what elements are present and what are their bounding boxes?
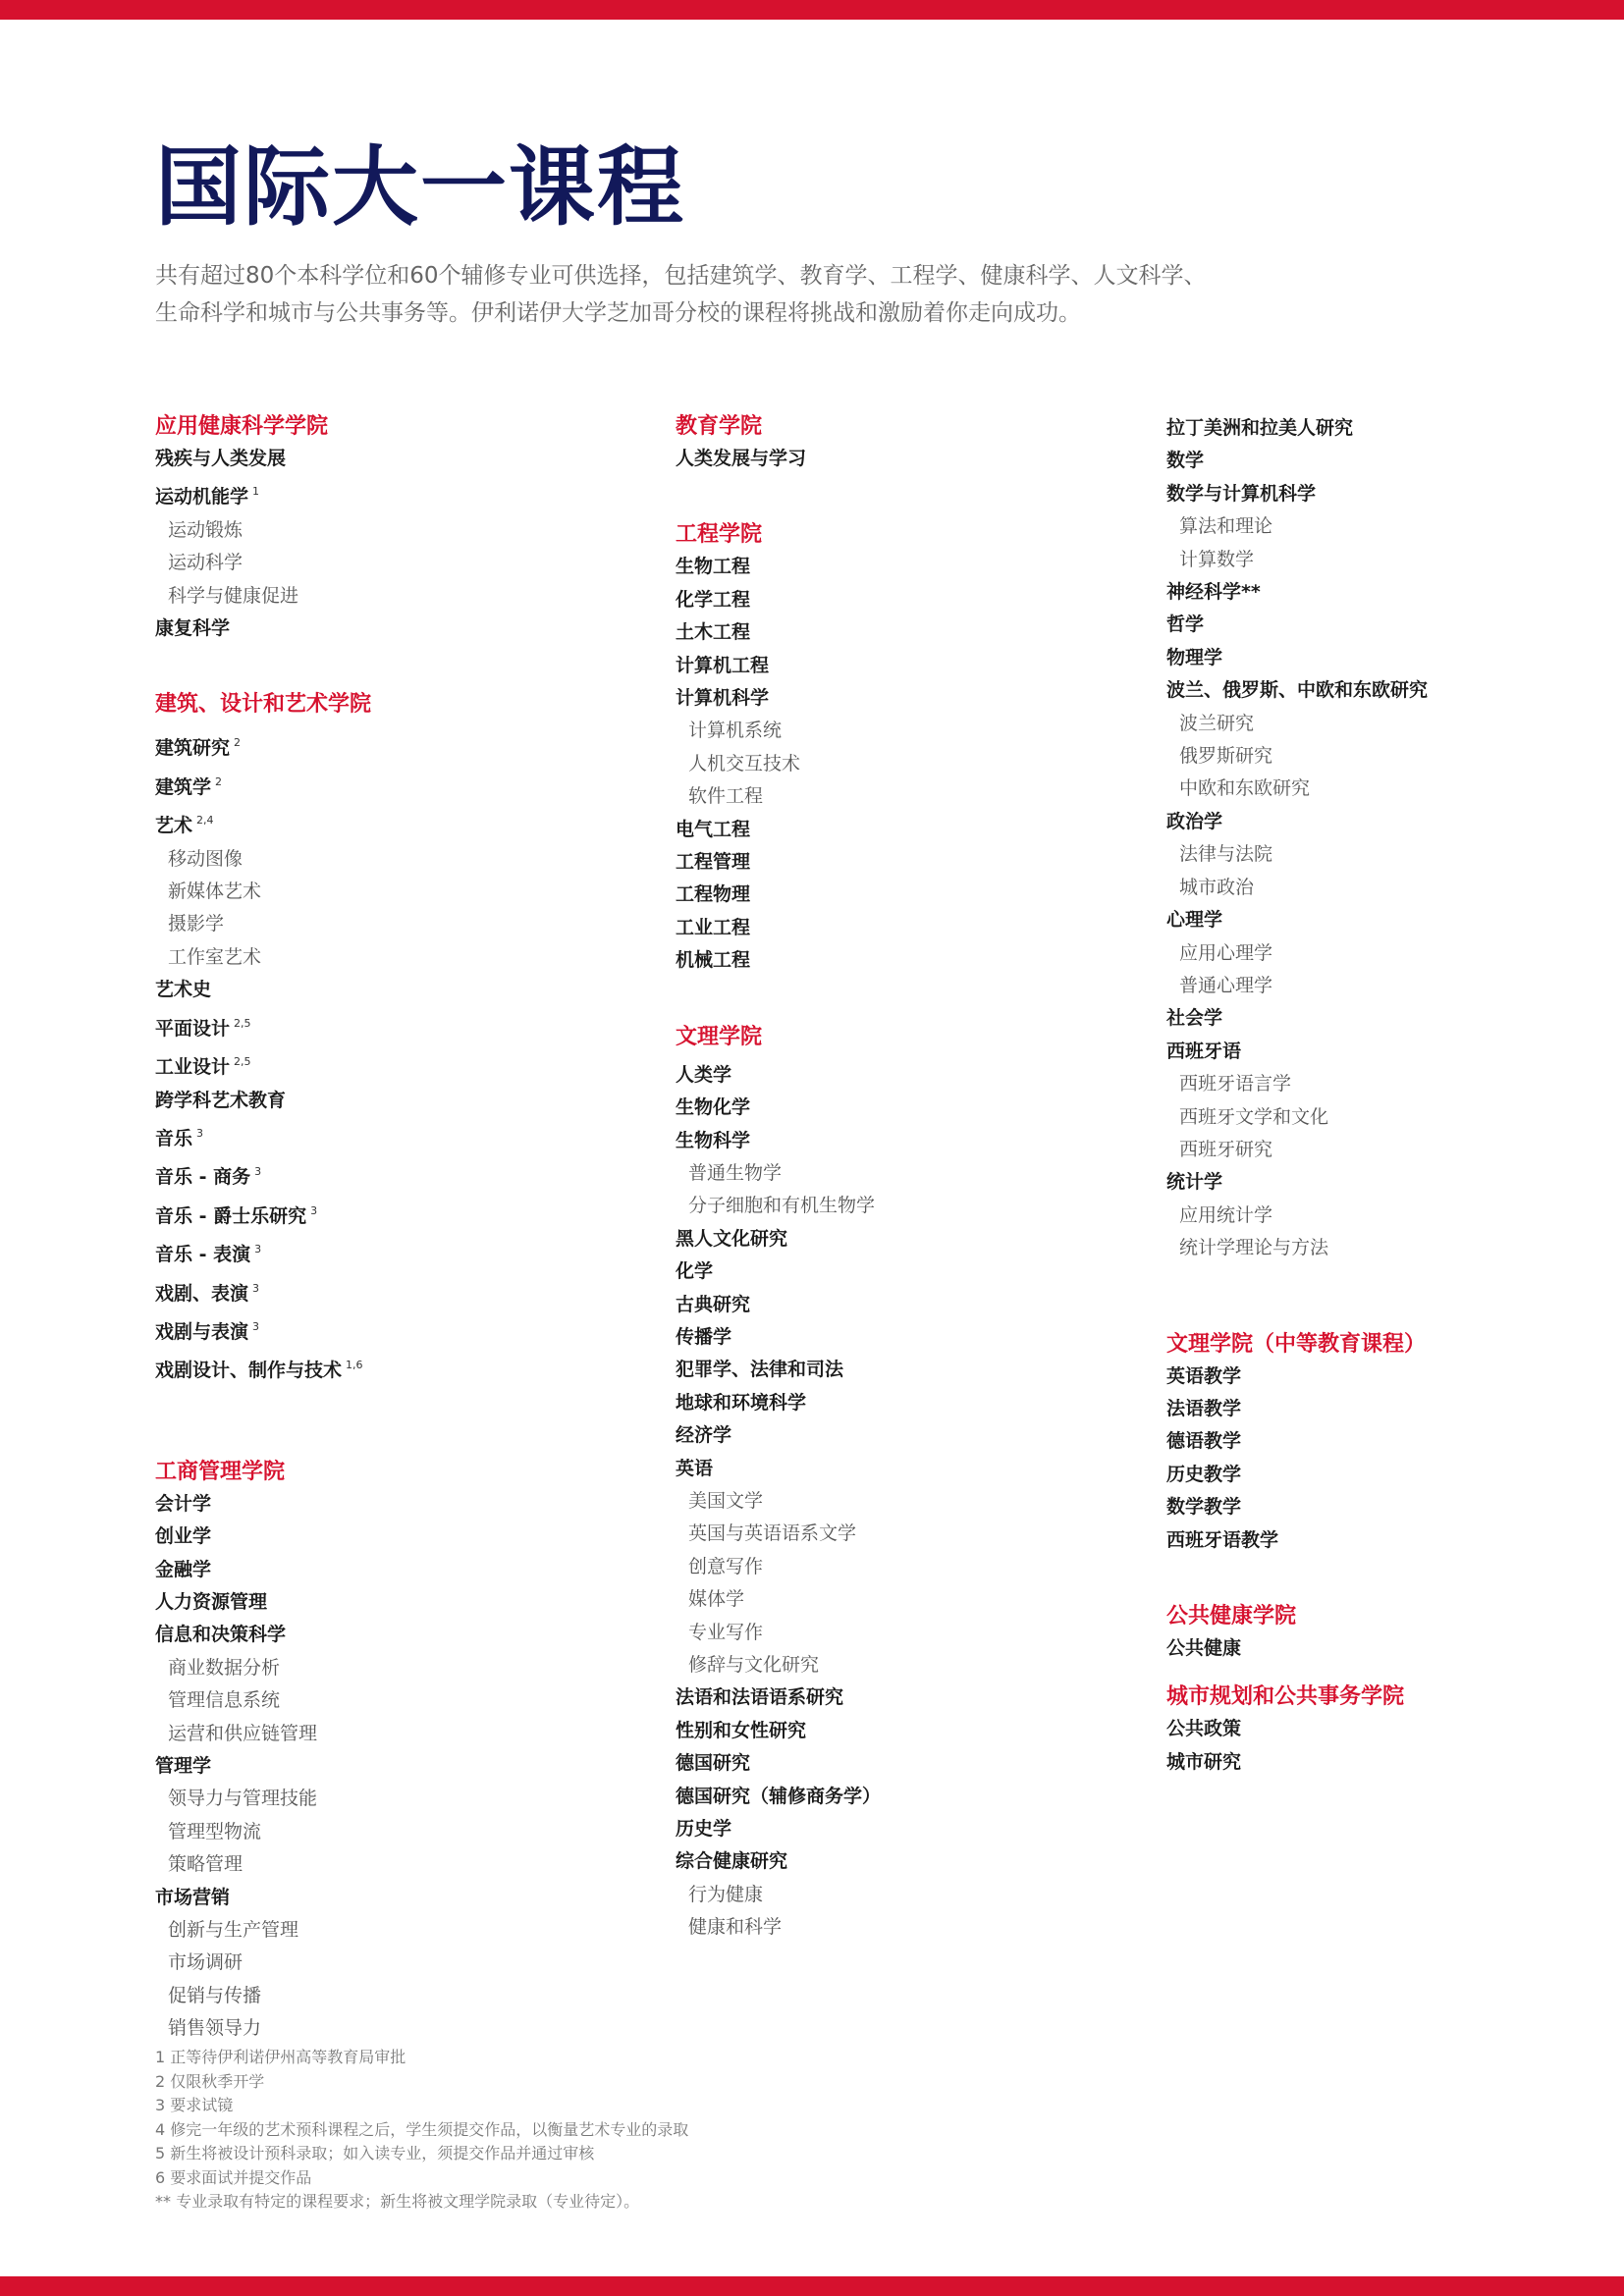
school-title: 文理学院（中等教育课程） bbox=[1166, 1331, 1427, 1357]
program-label: 摄影学 bbox=[168, 913, 225, 935]
program-label: 数学 bbox=[1166, 450, 1205, 472]
program-label: 管理信息系统 bbox=[168, 1689, 281, 1712]
program-label: 戏剧设计、制作与技术 bbox=[155, 1360, 343, 1382]
school-section bbox=[676, 410, 1166, 475]
program-sub-item bbox=[1166, 838, 1624, 871]
footnotes bbox=[155, 2046, 688, 2215]
program-label: 新媒体艺术 bbox=[168, 881, 262, 903]
footnote-marker: 2,5 bbox=[234, 1016, 251, 1030]
program-item bbox=[1166, 576, 1624, 609]
program-label: 创新与生产管理 bbox=[168, 1919, 299, 1942]
program-item bbox=[676, 846, 1166, 879]
intro-line: 生命科学和城市与公共事务等。伊利诺伊大学芝加哥分校的课程将挑战和激励着你走向成功。 bbox=[155, 300, 1081, 326]
program-item bbox=[155, 443, 646, 475]
program-item bbox=[676, 1354, 1166, 1386]
program-label: 公共政策 bbox=[1166, 1718, 1242, 1740]
program-label: 西班牙语教学 bbox=[1166, 1528, 1279, 1551]
program-item bbox=[1166, 1166, 1624, 1199]
program-label: 德国研究 bbox=[676, 1752, 751, 1775]
school-title: 建筑、设计和艺术学院 bbox=[155, 692, 372, 718]
school-section bbox=[1166, 412, 1624, 1265]
program-label: 数学与计算机科学 bbox=[1166, 482, 1317, 505]
program-item bbox=[676, 1845, 1166, 1878]
program-item bbox=[155, 1085, 646, 1117]
program-label: 西班牙语言学 bbox=[1179, 1073, 1292, 1095]
program-label: 戏剧、表演 bbox=[155, 1282, 249, 1305]
program-list bbox=[676, 1059, 1166, 1945]
program-label: 建筑学 bbox=[155, 775, 212, 798]
program-sub-item bbox=[155, 547, 646, 579]
program-sub-item bbox=[676, 1485, 1166, 1518]
program-sub-item bbox=[676, 748, 1166, 780]
program-label: 数学教学 bbox=[1166, 1496, 1242, 1519]
program-label: 市场调研 bbox=[168, 1951, 244, 1974]
program-sub-item bbox=[676, 1190, 1166, 1222]
program-sub-item bbox=[676, 1518, 1166, 1550]
school-title: 文理学院 bbox=[676, 1024, 763, 1049]
program-label: 人类发展与学习 bbox=[676, 448, 807, 469]
program-list bbox=[1166, 1713, 1624, 1779]
program-label: 性别和女性研究 bbox=[676, 1719, 807, 1741]
program-item bbox=[155, 475, 646, 513]
program-label: 分子细胞和有机生物学 bbox=[688, 1195, 876, 1217]
program-label: 应用心理学 bbox=[1179, 941, 1273, 964]
program-item bbox=[155, 1272, 646, 1310]
program-label: 化学 bbox=[676, 1260, 714, 1283]
program-sub-item bbox=[676, 1157, 1166, 1190]
program-label: 计算机系统 bbox=[688, 720, 783, 742]
program-label: 运营和供应链管理 bbox=[168, 1722, 318, 1744]
program-sub-item bbox=[676, 1649, 1166, 1682]
program-item bbox=[676, 1092, 1166, 1124]
footnote-marker: 1 bbox=[252, 485, 260, 499]
school-title: 工程学院 bbox=[676, 522, 763, 548]
school-section bbox=[155, 410, 646, 645]
program-item bbox=[155, 1349, 646, 1387]
school-section bbox=[155, 688, 646, 1387]
program-sub-item bbox=[155, 876, 646, 908]
program-label: 健康和科学 bbox=[688, 1916, 783, 1939]
school-section bbox=[1166, 1600, 1624, 1665]
program-label: 历史教学 bbox=[1166, 1463, 1242, 1485]
program-item bbox=[155, 1586, 646, 1619]
program-sub-item bbox=[155, 1914, 646, 1947]
program-label: 统计学 bbox=[1166, 1171, 1223, 1194]
program-label: 应用统计学 bbox=[1179, 1203, 1273, 1226]
program-sub-item bbox=[676, 780, 1166, 813]
program-item bbox=[676, 912, 1166, 944]
program-label: 科学与健康促进 bbox=[168, 584, 299, 607]
footnote: 6 要求面试并提交作品 bbox=[155, 2167, 312, 2187]
program-label: 创业学 bbox=[155, 1525, 212, 1548]
program-label: 人力资源管理 bbox=[155, 1590, 268, 1613]
program-label: 历史学 bbox=[676, 1818, 732, 1841]
program-sub-item bbox=[1166, 510, 1624, 543]
program-label: 促销与传播 bbox=[168, 1984, 262, 2006]
program-label: 城市政治 bbox=[1179, 876, 1255, 898]
program-label: 生物化学 bbox=[676, 1096, 751, 1119]
program-sub-item bbox=[155, 1783, 646, 1815]
footnote-marker: 2,5 bbox=[234, 1055, 251, 1069]
program-label: 神经科学** bbox=[1166, 581, 1261, 604]
program-item bbox=[676, 1387, 1166, 1419]
program-label: 专业写作 bbox=[688, 1621, 764, 1643]
program-label: 音乐 - 表演 bbox=[155, 1244, 251, 1266]
program-item bbox=[676, 1453, 1166, 1485]
program-label: 音乐 - 商务 bbox=[155, 1166, 251, 1189]
program-label: 康复科学 bbox=[155, 617, 231, 640]
program-item bbox=[1166, 1393, 1624, 1425]
program-label: 信息和决策科学 bbox=[155, 1624, 287, 1646]
program-item bbox=[1166, 904, 1624, 936]
program-item bbox=[676, 1059, 1166, 1092]
program-sub-item bbox=[155, 580, 646, 613]
footnote: 2 仅限秋季开学 bbox=[155, 2071, 265, 2091]
program-label: 算法和理论 bbox=[1179, 515, 1273, 538]
school-title: 教育学院 bbox=[676, 414, 763, 439]
program-label: 化学工程 bbox=[676, 588, 751, 611]
program-item bbox=[676, 551, 1166, 583]
program-sub-item bbox=[155, 1816, 646, 1848]
program-label: 古典研究 bbox=[676, 1293, 751, 1315]
program-item bbox=[1166, 674, 1624, 707]
program-sub-item bbox=[1166, 708, 1624, 740]
program-sub-item bbox=[155, 1718, 646, 1750]
program-item bbox=[1166, 609, 1624, 641]
program-label: 会计学 bbox=[155, 1492, 212, 1515]
program-label: 普通心理学 bbox=[1179, 974, 1273, 996]
program-sub-item bbox=[676, 1879, 1166, 1911]
program-label: 哲学 bbox=[1166, 614, 1205, 636]
program-item bbox=[1166, 1002, 1624, 1035]
program-item bbox=[155, 1233, 646, 1271]
program-sub-item bbox=[155, 2012, 646, 2045]
program-label: 统计学理论与方法 bbox=[1179, 1237, 1329, 1259]
program-item bbox=[1166, 1425, 1624, 1458]
program-label: 德语教学 bbox=[1166, 1430, 1242, 1453]
program-sub-item bbox=[1166, 1232, 1624, 1264]
program-label: 人类学 bbox=[676, 1063, 732, 1086]
program-item bbox=[676, 1125, 1166, 1157]
program-label: 城市研究 bbox=[1166, 1750, 1242, 1773]
program-sub-item bbox=[155, 941, 646, 974]
school-section bbox=[676, 1021, 1166, 1945]
program-label: 移动图像 bbox=[168, 847, 244, 870]
footnote-marker: 3 bbox=[254, 1165, 262, 1179]
program-sub-item bbox=[155, 908, 646, 940]
program-sub-item bbox=[155, 1980, 646, 2012]
program-item bbox=[1166, 1713, 1624, 1745]
program-item bbox=[1166, 806, 1624, 838]
program-label: 传播学 bbox=[676, 1325, 732, 1348]
program-label: 管理型物流 bbox=[168, 1820, 262, 1842]
program-item bbox=[155, 1521, 646, 1553]
program-label: 西班牙研究 bbox=[1179, 1138, 1273, 1160]
program-label: 公共健康 bbox=[1166, 1637, 1242, 1659]
school-title: 应用健康科学学院 bbox=[155, 414, 329, 439]
program-label: 黑人文化研究 bbox=[676, 1227, 788, 1250]
program-label: 法语和法语语系研究 bbox=[676, 1686, 844, 1709]
program-item bbox=[676, 1255, 1166, 1288]
program-label: 艺术史 bbox=[155, 979, 212, 1001]
program-item bbox=[676, 814, 1166, 846]
program-label: 普通生物学 bbox=[688, 1161, 783, 1184]
program-sub-item bbox=[1166, 740, 1624, 773]
program-list bbox=[676, 551, 1166, 977]
program-sub-item bbox=[155, 1848, 646, 1881]
program-sub-item bbox=[1166, 544, 1624, 576]
program-label: 英国与英语语系文学 bbox=[688, 1522, 857, 1545]
program-item bbox=[155, 766, 646, 804]
program-item bbox=[676, 1781, 1166, 1813]
program-list bbox=[1166, 412, 1624, 1265]
program-sub-item bbox=[1166, 773, 1624, 805]
program-label: 西班牙语 bbox=[1166, 1040, 1242, 1062]
footnote: ** 专业录取有特定的课程要求；新生将被文理学院录取（专业待定）。 bbox=[155, 2192, 640, 2211]
program-item bbox=[155, 1488, 646, 1521]
program-item bbox=[676, 1223, 1166, 1255]
program-label: 德国研究（辅修商务学） bbox=[676, 1785, 882, 1807]
program-label: 物理学 bbox=[1166, 646, 1223, 668]
program-label: 工程管理 bbox=[676, 851, 751, 874]
program-label: 运动科学 bbox=[168, 552, 244, 574]
program-column-3 bbox=[1166, 412, 1624, 1779]
program-item bbox=[155, 1554, 646, 1586]
program-item bbox=[676, 1289, 1166, 1321]
program-label: 法律与法院 bbox=[1179, 843, 1273, 866]
program-list bbox=[155, 443, 646, 645]
program-label: 戏剧与表演 bbox=[155, 1320, 249, 1343]
footnote-marker: 2,4 bbox=[196, 814, 214, 828]
program-item bbox=[155, 1195, 646, 1233]
footnote: 1 正等待伊利诺伊州高等教育局审批 bbox=[155, 2048, 406, 2066]
program-sub-item bbox=[676, 715, 1166, 747]
program-label: 计算机工程 bbox=[676, 654, 770, 676]
program-label: 俄罗斯研究 bbox=[1179, 745, 1273, 768]
bottom-accent-bar bbox=[0, 2276, 1624, 2296]
school-section bbox=[155, 1456, 646, 2046]
program-label: 残疾与人类发展 bbox=[155, 448, 287, 469]
program-item bbox=[676, 879, 1166, 911]
program-item bbox=[155, 726, 646, 765]
school-section bbox=[1166, 1681, 1624, 1779]
program-label: 工业设计 bbox=[155, 1056, 231, 1079]
program-item bbox=[1166, 1459, 1624, 1491]
footnote-marker: 3 bbox=[252, 1319, 260, 1333]
intro-paragraph bbox=[155, 257, 1432, 332]
program-label: 金融学 bbox=[155, 1558, 212, 1580]
program-sub-item bbox=[155, 514, 646, 547]
program-item bbox=[1166, 478, 1624, 510]
program-label: 拉丁美洲和拉美人研究 bbox=[1166, 417, 1354, 439]
program-item bbox=[155, 1007, 646, 1045]
program-sub-item bbox=[155, 1947, 646, 1979]
program-label: 波兰、俄罗斯、中欧和东欧研究 bbox=[1166, 679, 1429, 702]
program-label: 生物科学 bbox=[676, 1129, 751, 1151]
program-label: 媒体学 bbox=[688, 1588, 745, 1611]
program-item bbox=[155, 613, 646, 645]
program-item bbox=[676, 1321, 1166, 1354]
page-title: 国际大一课程 bbox=[155, 136, 686, 238]
footnote-marker: 2 bbox=[234, 736, 242, 750]
program-item bbox=[155, 1882, 646, 1914]
intro-line: 共有超过80个本科学位和60个辅修专业可供选择，包括建筑学、教育学、工程学、健康科学、人文科学、 bbox=[155, 263, 1207, 289]
program-item bbox=[676, 1419, 1166, 1452]
program-sub-item bbox=[155, 1684, 646, 1717]
program-item bbox=[155, 1750, 646, 1783]
program-label: 软件工程 bbox=[688, 785, 764, 808]
program-sub-item bbox=[155, 1652, 646, 1684]
program-label: 销售领导力 bbox=[168, 2017, 262, 2040]
program-label: 音乐 - 爵士乐研究 bbox=[155, 1204, 307, 1227]
footnote-marker: 3 bbox=[252, 1281, 260, 1295]
program-label: 波兰研究 bbox=[1179, 712, 1255, 734]
program-label: 音乐 bbox=[155, 1127, 193, 1149]
program-label: 修辞与文化研究 bbox=[688, 1654, 820, 1676]
program-label: 运动锻炼 bbox=[168, 518, 244, 541]
footnote-marker: 2 bbox=[215, 774, 223, 788]
program-sub-item bbox=[1166, 1101, 1624, 1134]
program-label: 机械工程 bbox=[676, 949, 751, 972]
program-item bbox=[676, 682, 1166, 715]
program-item bbox=[1166, 1491, 1624, 1523]
school-title: 城市规划和公共事务学院 bbox=[1166, 1684, 1405, 1710]
footnote: 5 新生将被设计预科录取；如入读专业，须提交作品并通过审核 bbox=[155, 2144, 595, 2163]
program-item bbox=[1166, 1361, 1624, 1393]
program-item bbox=[155, 804, 646, 842]
program-label: 生物工程 bbox=[676, 556, 751, 578]
footnote-marker: 3 bbox=[254, 1243, 262, 1256]
program-label: 社会学 bbox=[1166, 1007, 1223, 1030]
program-item bbox=[676, 616, 1166, 649]
program-label: 策略管理 bbox=[168, 1853, 244, 1876]
program-label: 工业工程 bbox=[676, 916, 751, 938]
program-label: 人机交互技术 bbox=[688, 752, 801, 774]
school-title: 公共健康学院 bbox=[1166, 1604, 1297, 1629]
program-label: 工程物理 bbox=[676, 883, 751, 906]
program-list bbox=[155, 1488, 646, 2046]
program-sub-item bbox=[1166, 1068, 1624, 1100]
program-list bbox=[676, 443, 1166, 475]
program-item bbox=[676, 443, 1166, 475]
program-label: 经济学 bbox=[676, 1424, 732, 1447]
school-section bbox=[1166, 1328, 1624, 1557]
program-item bbox=[1166, 412, 1624, 445]
program-label: 地球和环境科学 bbox=[676, 1391, 807, 1414]
top-accent-bar bbox=[0, 0, 1624, 20]
school-title: 工商管理学院 bbox=[155, 1459, 286, 1484]
program-item bbox=[676, 944, 1166, 977]
program-list bbox=[1166, 1632, 1624, 1665]
program-label: 计算数学 bbox=[1179, 548, 1255, 570]
program-label: 建筑研究 bbox=[155, 737, 231, 760]
program-column-2 bbox=[676, 410, 1166, 1945]
program-sub-item bbox=[1166, 872, 1624, 904]
program-item bbox=[155, 974, 646, 1006]
program-item bbox=[676, 650, 1166, 682]
program-item bbox=[676, 584, 1166, 616]
program-label: 犯罪学、法律和司法 bbox=[676, 1359, 844, 1381]
program-item bbox=[1166, 1632, 1624, 1665]
program-item bbox=[676, 1682, 1166, 1714]
program-list bbox=[1166, 1361, 1624, 1557]
program-item bbox=[155, 1155, 646, 1194]
program-item bbox=[1166, 445, 1624, 477]
program-label: 政治学 bbox=[1166, 810, 1223, 832]
program-column-1 bbox=[155, 410, 646, 2046]
program-label: 计算机科学 bbox=[676, 687, 770, 710]
program-label: 中欧和东欧研究 bbox=[1179, 777, 1311, 800]
program-label: 创意写作 bbox=[688, 1555, 764, 1577]
program-item bbox=[1166, 1524, 1624, 1557]
program-label: 工作室艺术 bbox=[168, 945, 262, 968]
program-item bbox=[676, 1813, 1166, 1845]
program-label: 英语 bbox=[676, 1457, 714, 1479]
program-label: 管理学 bbox=[155, 1755, 212, 1777]
program-label: 法语教学 bbox=[1166, 1397, 1242, 1419]
program-list bbox=[155, 726, 646, 1387]
program-item bbox=[676, 1747, 1166, 1780]
program-item bbox=[155, 1117, 646, 1155]
program-sub-item bbox=[1166, 1200, 1624, 1232]
program-label: 美国文学 bbox=[688, 1489, 764, 1512]
program-label: 商业数据分析 bbox=[168, 1656, 281, 1679]
program-label: 领导力与管理技能 bbox=[168, 1788, 318, 1810]
program-label: 综合健康研究 bbox=[676, 1850, 788, 1873]
program-label: 平面设计 bbox=[155, 1017, 231, 1040]
program-sub-item bbox=[676, 1911, 1166, 1944]
program-item bbox=[676, 1715, 1166, 1747]
program-sub-item bbox=[1166, 970, 1624, 1002]
program-label: 英语教学 bbox=[1166, 1364, 1242, 1387]
program-item bbox=[1166, 1746, 1624, 1779]
program-item bbox=[1166, 642, 1624, 674]
school-section bbox=[676, 518, 1166, 977]
program-label: 行为健康 bbox=[688, 1883, 764, 1905]
program-sub-item bbox=[676, 1583, 1166, 1616]
footnote-marker: 3 bbox=[196, 1126, 204, 1140]
program-sub-item bbox=[676, 1617, 1166, 1649]
program-label: 心理学 bbox=[1166, 909, 1223, 932]
program-label: 西班牙文学和文化 bbox=[1179, 1105, 1329, 1128]
program-label: 土木工程 bbox=[676, 621, 751, 644]
program-item bbox=[155, 1619, 646, 1651]
program-item bbox=[155, 1310, 646, 1349]
footnote-marker: 1,6 bbox=[346, 1359, 363, 1372]
program-sub-item bbox=[1166, 1134, 1624, 1166]
program-label: 跨学科艺术教育 bbox=[155, 1089, 287, 1111]
program-sub-item bbox=[676, 1551, 1166, 1583]
footnote: 3 要求试镜 bbox=[155, 2096, 234, 2114]
footnote-marker: 3 bbox=[310, 1203, 318, 1217]
program-sub-item bbox=[1166, 937, 1624, 970]
program-label: 电气工程 bbox=[676, 818, 751, 840]
program-label: 运动机能学 bbox=[155, 486, 249, 508]
program-item bbox=[155, 1045, 646, 1084]
program-label: 市场营销 bbox=[155, 1886, 231, 1908]
program-label: 艺术 bbox=[155, 815, 193, 837]
program-item bbox=[1166, 1036, 1624, 1068]
program-sub-item bbox=[155, 843, 646, 876]
footnote: 4 修完一年级的艺术预科课程之后，学生须提交作品，以衡量艺术专业的录取 bbox=[155, 2119, 689, 2139]
